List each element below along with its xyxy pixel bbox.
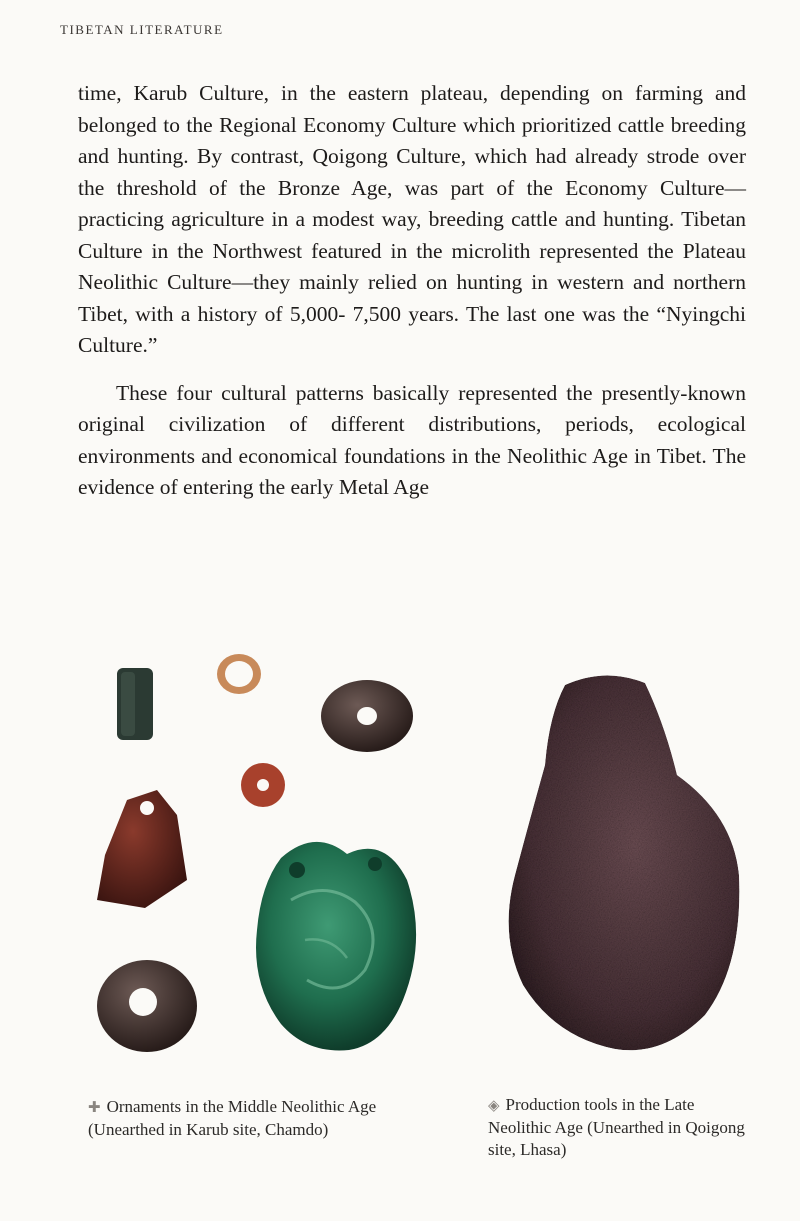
red-bead xyxy=(241,763,285,807)
ornaments-photo xyxy=(85,640,435,1080)
left-caption: ✚ Ornaments in the Middle Neolithic Age (Unearthed in Karub site, Chamdo) xyxy=(88,1097,377,1139)
stone-tool-photo xyxy=(495,665,750,1065)
diamond-bullet-icon: ◈ xyxy=(488,1098,500,1114)
red-pendant xyxy=(97,790,187,908)
dark-stone-disc xyxy=(321,680,413,752)
running-head: TIBETAN LITERATURE xyxy=(60,22,224,37)
paragraph-2: These four cultural patterns basically represented the presently-known original civilization of different distributions, periods, ecological environments and economical foundations in the Neolithic Age in Tibet. The evidence of entering the early Metal Age xyxy=(78,380,746,499)
paragraph-1: time, Karub Culture, in the eastern plateau, depending on farming and belonged to the Regional Economy Culture which prioritized cattle breeding and hunting. By contrast, Qoigong Culture, which had already strode over the threshold of the Bronze Age, was part of the Economy Culture—practicing agriculture in a modest way, breeding cattle and hunting. Tibetan Culture in the Northwest featured in the microlith represented the Plateau Neolithic Culture—they mainly relied on hunting in western and northern Tibet, with a history of 5,000- 7,500 years. The last one was the “Nyingchi Culture.” xyxy=(78,81,746,357)
green-bead xyxy=(117,668,153,740)
jade-carving xyxy=(256,842,416,1051)
ornament-bullet-icon: ✚ xyxy=(88,1100,101,1116)
right-caption: ◈ Production tools in the Late Neolithic Age (Unearthed in Qoigong site, Lhasa) xyxy=(488,1095,745,1159)
tan-ring xyxy=(217,654,261,694)
body-text xyxy=(78,78,746,504)
dark-ring xyxy=(97,960,197,1052)
